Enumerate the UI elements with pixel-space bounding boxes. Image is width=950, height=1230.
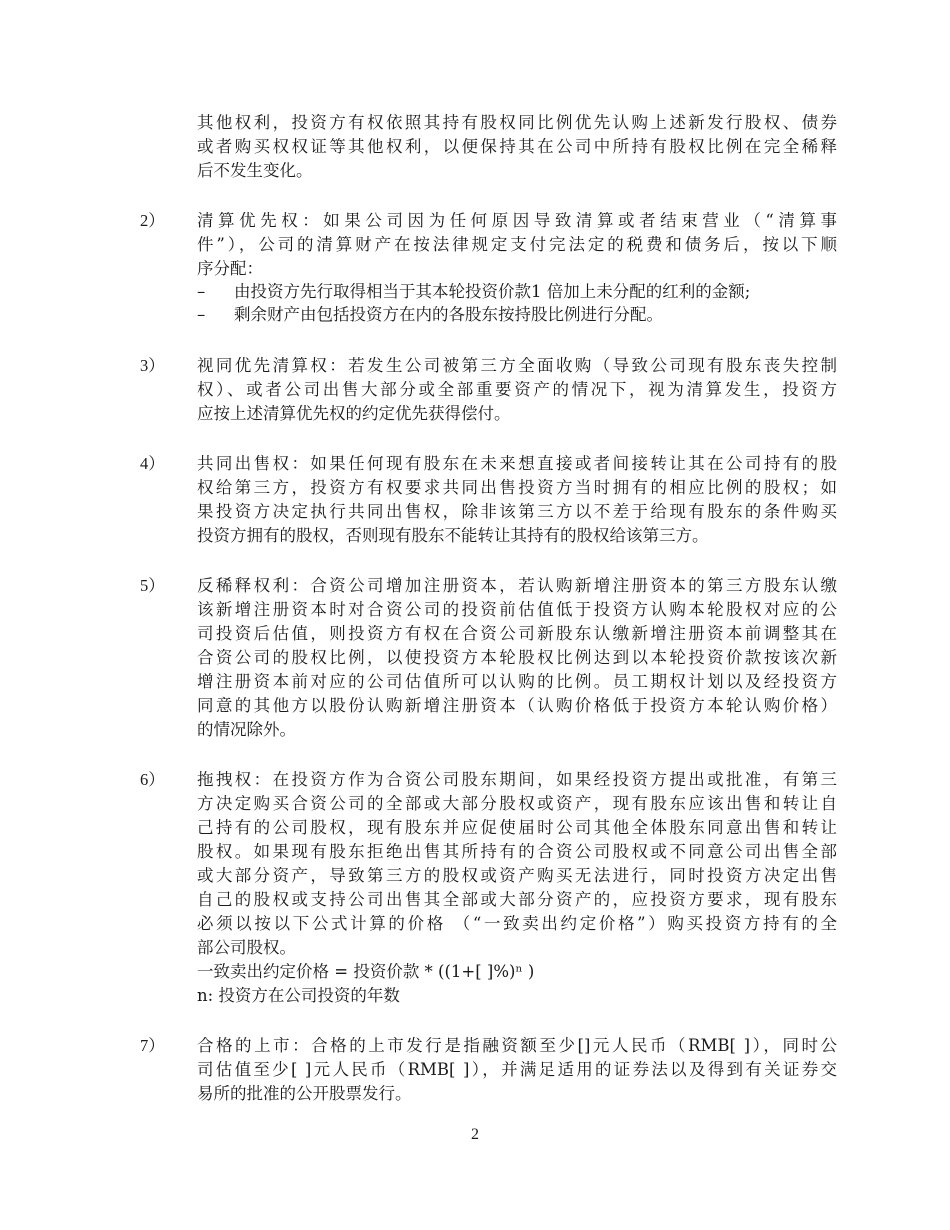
item-line: 司估值至少[ ]元人民币（RMB[ ]），并满足适用的证券法以及得到有关证券交 [197, 1060, 837, 1079]
item-number: 4） [140, 454, 165, 473]
item-line: 的情况除外。 [197, 720, 296, 739]
item-line: 序分配： [197, 259, 263, 278]
item-line: 件”），公司的清算财产在按法律规定支付完法定的税费和债务后，按以下顺 [197, 235, 837, 254]
formula-note: n: 投资方在公司投资的年数 [197, 986, 400, 1005]
item-line: 应按上述清算优先权的约定优先获得偿付。 [197, 404, 511, 423]
item-line: 权给第三方，投资方有权要求共同出售投资方当时拥有的相应比例的股权；如 [197, 478, 837, 497]
item-line: 拖拽权：在投资方作为合资公司股东期间，如果经投资方提出或批准，有第三 [197, 770, 837, 789]
item-line: 同意的其他方以股份认购新增注册资本（认购价格低于投资方本轮认购价格） [197, 696, 837, 715]
intro-line: 或者购买权权证等其他权利，以便保持其在公司中所持有股权比例在完全稀释 [197, 137, 837, 156]
item-line: 易所的批准的公开股票发行。 [197, 1084, 412, 1103]
bullet-marker: – [197, 305, 206, 324]
item-line: 共同出售权：如果任何现有股东在未来想直接或者间接转让其在公司持有的股 [197, 454, 837, 473]
item-line: 自己的股权或支持公司出售其全部或大部分资产的，应投资方要求，现有股东 [197, 890, 837, 909]
bullet-marker: – [197, 282, 206, 301]
item-line: 合资公司的股权比例，以使投资方本轮股权比例达到以本轮投资价款按该次新 [197, 648, 837, 667]
item-line: 视同优先清算权：若发生公司被第三方全面收购（导致公司现有股东丧失控制 [197, 356, 837, 375]
item-line: 部公司股权。 [197, 938, 296, 957]
item-line: 方决定购买合资公司的全部或大部分股权或资产，现有股东应该出售和转让自 [197, 794, 837, 813]
item-line: 清算优先权：如果公司因为任何原因导致清算或者结束营业（“清算事 [197, 211, 837, 230]
item-line: 必须以按以下公式计算的价格 （“一致卖出约定价格”）购买投资方持有的全 [197, 914, 837, 933]
item-line: 该新增注册资本时对合资公司的投资前估值低于投资方认购本轮股权对应的公 [197, 600, 837, 619]
item-line: 果投资方决定执行共同出售权，除非该第三方以不差于给现有股东的条件购买 [197, 502, 837, 521]
item-number: 6） [140, 770, 165, 789]
item-line: 司投资后估值，则投资方有权在合资公司新股东认缴新增注册资本前调整其在 [197, 624, 837, 643]
item-line: 合格的上市：合格的上市发行是指融资额至少[]元人民币（RMB[ ]），同时公 [197, 1036, 837, 1055]
formula-line: 一致卖出约定价格 = 投资价款 * ((1+[ ]%)ⁿ ) [197, 962, 535, 981]
item-line: 或大部分资产，导致第三方的股权或资产购买无法进行，同时投资方决定出售 [197, 866, 837, 885]
item-number: 2） [140, 211, 165, 230]
page-number: 2 [471, 1126, 479, 1143]
bullet-text: 由投资方先行取得相当于其本轮投资价款1 倍加上未分配的红利的金额; [234, 282, 751, 301]
item-number: 5） [140, 576, 165, 595]
item-line: 股权。如果现有股东拒绝出售其所持有的合资公司股权或不同意公司出售全部 [197, 842, 837, 861]
item-number: 7） [140, 1036, 165, 1055]
bullet-text: 剩余财产由包括投资方在内的各股东按持股比例进行分配。 [234, 305, 663, 324]
item-line: 增注册资本前对应的公司估值所可以认购的比例。员工期权计划以及经投资方 [197, 672, 837, 691]
item-line: 投资方拥有的股权，否则现有股东不能转让其持有的股权给该第三方。 [197, 526, 709, 545]
intro-line: 其他权利，投资方有权依照其持有股权同比例优先认购上述新发行股权、债券 [197, 113, 837, 132]
item-number: 3） [140, 356, 165, 375]
item-line: 权）、或者公司出售大部分或全部重要资产的情况下，视为清算发生，投资方 [197, 380, 837, 399]
item-line: 己持有的公司股权，现有股东并应促使届时公司其他全体股东同意出售和转让 [197, 818, 837, 837]
item-line: 反稀释权利：合资公司增加注册资本，若认购新增注册资本的第三方股东认缴 [197, 576, 837, 595]
intro-line: 后不发生变化。 [197, 161, 313, 180]
